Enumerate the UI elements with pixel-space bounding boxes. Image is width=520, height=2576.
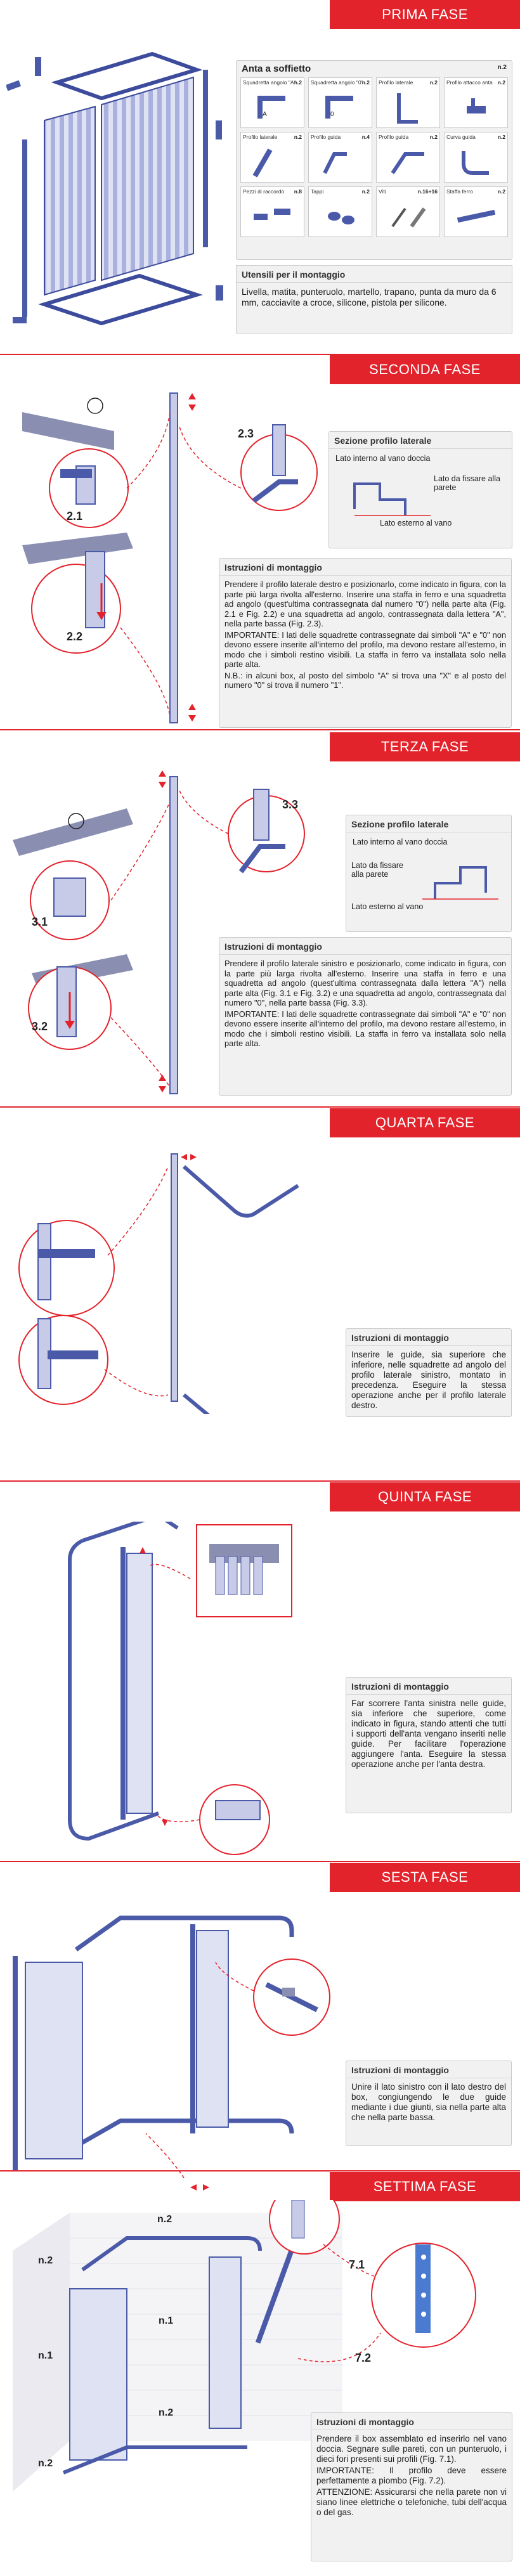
part-cell bbox=[240, 186, 304, 237]
instr-text: Prendere il profilo laterale sinistro e posizionarlo, come indicato in figura, con la parte più larga rivolta all'esterno. Inserire una staffa in ferro e una squadretta ad angolo (quest'ultima contrassegnata dalla lettera "A") nella parte alta (Fig. 3.1 e Fig. 3.2) e una squadretta ad angolo, contrassegnata dal numero "0", nella parte bassa (Fig. 3.3). bbox=[224, 959, 506, 1007]
instr-text: Far scorrere l'anta sinistra nelle guide, sia inferiore che superiore, come indicato in figura, stando attenti che tutti i supporti dell'anta vengano inseriti nelle guide. Per facilitare l'operazione aggiungere l'anta. Eseguire la stessa operazione anche per l'anta destra. bbox=[351, 1699, 506, 1769]
guide-profile-icon bbox=[309, 141, 372, 182]
guide-profile-icon bbox=[377, 141, 440, 182]
part-cell bbox=[376, 132, 440, 183]
corner-bracket-0-icon bbox=[309, 87, 372, 127]
hole-count-label: n.2 bbox=[157, 2214, 172, 2225]
door-profile-icon bbox=[445, 87, 508, 127]
parts-header-label: Anta a soffietto bbox=[242, 63, 311, 74]
instr-title: Istruzioni di montaggio bbox=[346, 2061, 511, 2078]
screws-icon bbox=[377, 196, 440, 236]
instr-title: Istruzioni di montaggio bbox=[219, 559, 511, 576]
phase5-instructions-box bbox=[346, 1677, 512, 1813]
parts-header-qty: n.2 bbox=[497, 64, 507, 71]
instr-text: Unire il lato sinistro con il lato destro del box, congiungendo le due guide mediante i due giunti, sia nella parte alta che nella parte bassa. bbox=[351, 2082, 506, 2122]
phase-divider bbox=[0, 729, 520, 730]
part-cell bbox=[240, 77, 304, 128]
instr-nb: N.B.: in alcuni box, al posto del simbolo "A" si trova una "X" e al posto del numero "0" si trova il numero "1". bbox=[224, 670, 506, 690]
part-qty: n.2 bbox=[429, 134, 438, 140]
hole-count-label: n.1 bbox=[38, 2350, 53, 2361]
phase7-instructions-box bbox=[311, 2412, 512, 2561]
section-inner-label: Lato interno al vano doccia bbox=[353, 838, 448, 846]
part-qty: n.2 bbox=[361, 188, 370, 195]
part-qty: n.2 bbox=[497, 134, 505, 140]
side-profile-icon bbox=[377, 87, 440, 127]
instr-important: IMPORTANTE: Il profilo deve essere perfettamente a piombo (Fig. 7.2). bbox=[316, 2466, 507, 2485]
phase-divider bbox=[0, 2170, 520, 2171]
instr-title: Istruzioni di montaggio bbox=[346, 1329, 511, 1346]
instr-title: Istruzioni di montaggio bbox=[346, 1678, 511, 1695]
part-label: Curva guida bbox=[446, 134, 476, 140]
fig-label: 2.1 bbox=[67, 510, 83, 522]
part-label: Squadretta angolo "A" bbox=[243, 79, 296, 86]
section-title: Sezione profilo laterale bbox=[346, 815, 511, 832]
instr-body bbox=[311, 2430, 512, 2523]
curve-guide-icon bbox=[445, 141, 508, 182]
fig-label: 7.2 bbox=[355, 2352, 372, 2364]
section-outer-label: Lato esterno al vano bbox=[380, 519, 452, 527]
phase1-exploded-illustration bbox=[6, 44, 235, 342]
fig-label: 3.1 bbox=[32, 916, 48, 928]
phase4-illustration bbox=[0, 1141, 342, 1414]
section-inner-label: Lato interno al vano doccia bbox=[335, 454, 431, 463]
instr-text: Prendere il box assemblato ed inserirlo nel vano doccia. Segnare sulle pareti, con un punteruolo, i dieci fori presenti sui profili (Fig. 7.1). bbox=[316, 2434, 507, 2464]
hole-count-label: n.1 bbox=[159, 2315, 174, 2326]
part-qty: n.8 bbox=[294, 188, 302, 195]
phase-divider bbox=[0, 1480, 520, 1482]
fig-label: 2.3 bbox=[238, 427, 254, 440]
part-qty: n.2 bbox=[497, 188, 505, 195]
fig-label: 3.3 bbox=[282, 798, 299, 811]
part-qty: n.2 bbox=[294, 134, 302, 140]
instr-text: Prendere il profilo laterale destro e posizionarlo, come indicato in figura, con la parte più larga rivolta all'esterno. Inserire una staffa in ferro e una squadretta ad angolo (quest'ultima contrassegnata dal numero "0") nella parte alta (Fig. 2.1 e Fig. 2.2) e una squadretta ad angolo, contrassegnata dalla lettera "A", nella parte bassa (Fig. 2.3). bbox=[224, 579, 506, 628]
section-title: Sezione profilo laterale bbox=[329, 432, 512, 449]
part-qty: n.4 bbox=[361, 134, 370, 140]
phase-divider bbox=[0, 1861, 520, 1862]
phase-title-1: PRIMA FASE bbox=[330, 0, 520, 29]
phase2-section-box bbox=[328, 431, 512, 548]
part-qty: n.2 bbox=[497, 79, 505, 86]
part-cell bbox=[376, 77, 440, 128]
part-cell bbox=[444, 132, 508, 183]
phase2-instructions-box bbox=[219, 558, 512, 728]
hole-count-label: n.2 bbox=[159, 2407, 174, 2418]
instr-title: Istruzioni di montaggio bbox=[311, 2413, 512, 2430]
fig-label: 7.1 bbox=[349, 2258, 365, 2271]
part-cell bbox=[240, 132, 304, 183]
instr-title: Istruzioni di montaggio bbox=[219, 938, 511, 955]
svg-text:0: 0 bbox=[330, 111, 334, 118]
phase-title-5: QUINTA FASE bbox=[330, 1482, 520, 1511]
part-label: Staffa ferro bbox=[446, 188, 473, 195]
section-outer-label: Lato esterno al vano bbox=[351, 902, 424, 911]
section-diagram bbox=[329, 449, 512, 538]
tools-box bbox=[236, 265, 512, 333]
parts-list-box bbox=[236, 60, 512, 260]
section-wall-label: Lato da fissare alla parete bbox=[434, 474, 500, 492]
instr-important: IMPORTANTE: I lati delle squadrette contrassegnate dai simboli "A" e "0" non devono essere inserite all'interno del profilo, ma devono restare all'esterno, in modo che i simboli restino visibili. La staffa in ferro va installata solo nella parte alta. bbox=[224, 630, 506, 669]
phase6-instructions-box bbox=[346, 2061, 512, 2146]
corner-bracket-a-icon bbox=[241, 87, 304, 127]
section-profile-shape bbox=[342, 465, 443, 534]
phase5-illustration bbox=[0, 1522, 355, 1864]
side-profile-icon bbox=[241, 141, 304, 182]
part-label: Squadretta angolo "0" bbox=[311, 79, 363, 86]
part-cell bbox=[444, 186, 508, 237]
part-qty: n.2 bbox=[294, 79, 302, 86]
phase-title-7: SETTIMA FASE bbox=[330, 2172, 520, 2201]
part-cell bbox=[376, 186, 440, 237]
part-qty: n.16+16 bbox=[417, 188, 438, 195]
fig-label: 2.2 bbox=[67, 630, 83, 643]
phase-divider bbox=[0, 1106, 520, 1108]
instr-body bbox=[219, 955, 511, 1054]
instr-important: IMPORTANTE: I lati delle squadrette contrassegnate dai simboli "A" e "0" non devono essere inserite all'interno del profilo, ma devono restare all'esterno, in modo che i simboli restino visibili. La staffa in ferro va installata solo nella parte alta. bbox=[224, 1009, 506, 1048]
phase-title-6: SESTA FASE bbox=[330, 1863, 520, 1892]
phase3-instructions-box bbox=[219, 937, 512, 1096]
part-label: Pezzi di raccordo bbox=[243, 188, 285, 195]
part-qty: n.2 bbox=[429, 79, 438, 86]
iron-bracket-icon bbox=[445, 196, 508, 236]
caps-icon bbox=[309, 196, 372, 236]
part-cell bbox=[444, 77, 508, 128]
part-label: Profilo guida bbox=[311, 134, 341, 140]
phase4-instructions-box bbox=[346, 1328, 512, 1417]
part-label: Tappi bbox=[311, 188, 324, 195]
phase-title-4: QUARTA FASE bbox=[330, 1108, 520, 1137]
part-cell bbox=[308, 77, 372, 128]
phase-title-2: SECONDA FASE bbox=[330, 355, 520, 384]
phase6-illustration bbox=[0, 1893, 355, 2229]
instr-attention: ATTENZIONE: Assicurarsi che nella parete non vi siano linee elettriche o telefoniche, tubi dell'acqua o del gas. bbox=[316, 2487, 507, 2517]
part-qty: n.2 bbox=[361, 79, 370, 86]
parts-grid bbox=[240, 77, 508, 237]
fig-label: 3.2 bbox=[32, 1020, 48, 1033]
part-label: Profilo laterale bbox=[243, 134, 278, 140]
svg-text:A: A bbox=[263, 111, 267, 118]
hole-count-label: n.2 bbox=[38, 2255, 53, 2266]
parts-header bbox=[237, 61, 512, 75]
tools-text: Livella, matita, punteruolo, martello, trapano, punta da muro da 6 mm, cacciavite a croce, silicone, pistola per silicone. bbox=[242, 287, 497, 307]
section-diagram bbox=[346, 832, 511, 921]
hole-count-label: n.2 bbox=[38, 2458, 53, 2469]
tools-title: Utensili per il montaggio bbox=[237, 266, 512, 283]
phase-title-3: TERZA FASE bbox=[330, 732, 520, 761]
connector-pieces-icon bbox=[241, 196, 304, 236]
instr-body bbox=[219, 576, 511, 696]
instr-text: Inserire le guide, sia superiore che inferiore, nelle squadrette ad angolo del profilo laterale sinistro, montato in precedenza. Eseguire la stessa operazione anche per il profilo laterale destro. bbox=[351, 1350, 506, 1410]
section-profile-shape bbox=[422, 848, 505, 918]
part-label: Viti bbox=[379, 188, 386, 195]
part-label: Profilo guida bbox=[379, 134, 409, 140]
part-label: Profilo attacco anta bbox=[446, 79, 493, 86]
phase3-section-box bbox=[346, 815, 512, 932]
part-cell bbox=[308, 132, 372, 183]
part-label: Profilo laterale bbox=[379, 79, 413, 86]
section-wall-label: Lato da fissare alla parete bbox=[351, 861, 403, 879]
part-cell bbox=[308, 186, 372, 237]
